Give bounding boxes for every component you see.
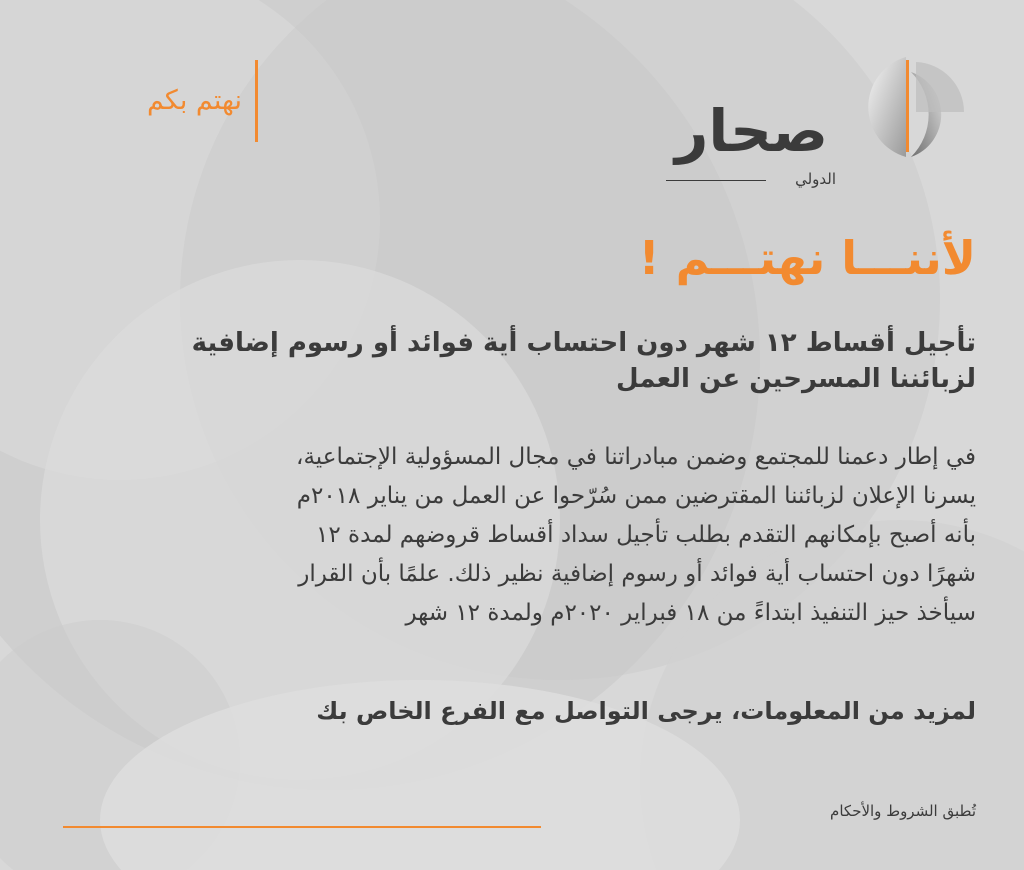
slogan-divider [255,60,258,142]
subheading-line-2: لزبائننا المسرحين عن العمل [615,364,976,394]
contact-note: لمزيد من المعلومات، يرجى التواصل مع الفرع الخاص بك [316,697,976,725]
body-line: يسرنا الإعلان لزبائننا المقترضين ممن سُرّحوا عن العمل من يناير ٢٠١٨م [296,483,976,509]
slogan: نهتم بكم [146,85,242,116]
announcement-body [36,438,976,633]
subheading [56,325,976,397]
terms-note: تُطبق الشروط والأحكام [830,802,976,820]
body-line: بأنه أصبح بإمكانهم التقدم بطلب تأجيل سداد أقساط قروضهم لمدة ١٢ [316,522,976,548]
brand-divider [666,180,766,181]
body-line: شهرًا دون احتساب أية فوائد أو رسوم إضافية نظير ذلك. علمًا بأن القرار [298,561,976,587]
body-line: سيأخذ حيز التنفيذ ابتداءً من ١٨ فبراير ٢٠٢٠م ولمدة ١٢ شهر [405,600,976,626]
brand-logo [674,52,976,188]
body-line: في إطار دعمنا للمجتمع وضمن مبادراتنا في مجال المسؤولية الإجتماعية، [296,444,976,470]
headline: لأننـــا نهتـــم ! [638,231,976,285]
subheading-line-1: تأجيل أقساط ١٢ شهر دون احتساب أية فوائد أو رسوم إضافية [191,328,976,358]
brand-subtitle: الدولي [795,170,836,188]
logo-emblem-icon [856,52,976,162]
brand-name: صحار [674,97,828,165]
footer-divider [63,826,541,828]
